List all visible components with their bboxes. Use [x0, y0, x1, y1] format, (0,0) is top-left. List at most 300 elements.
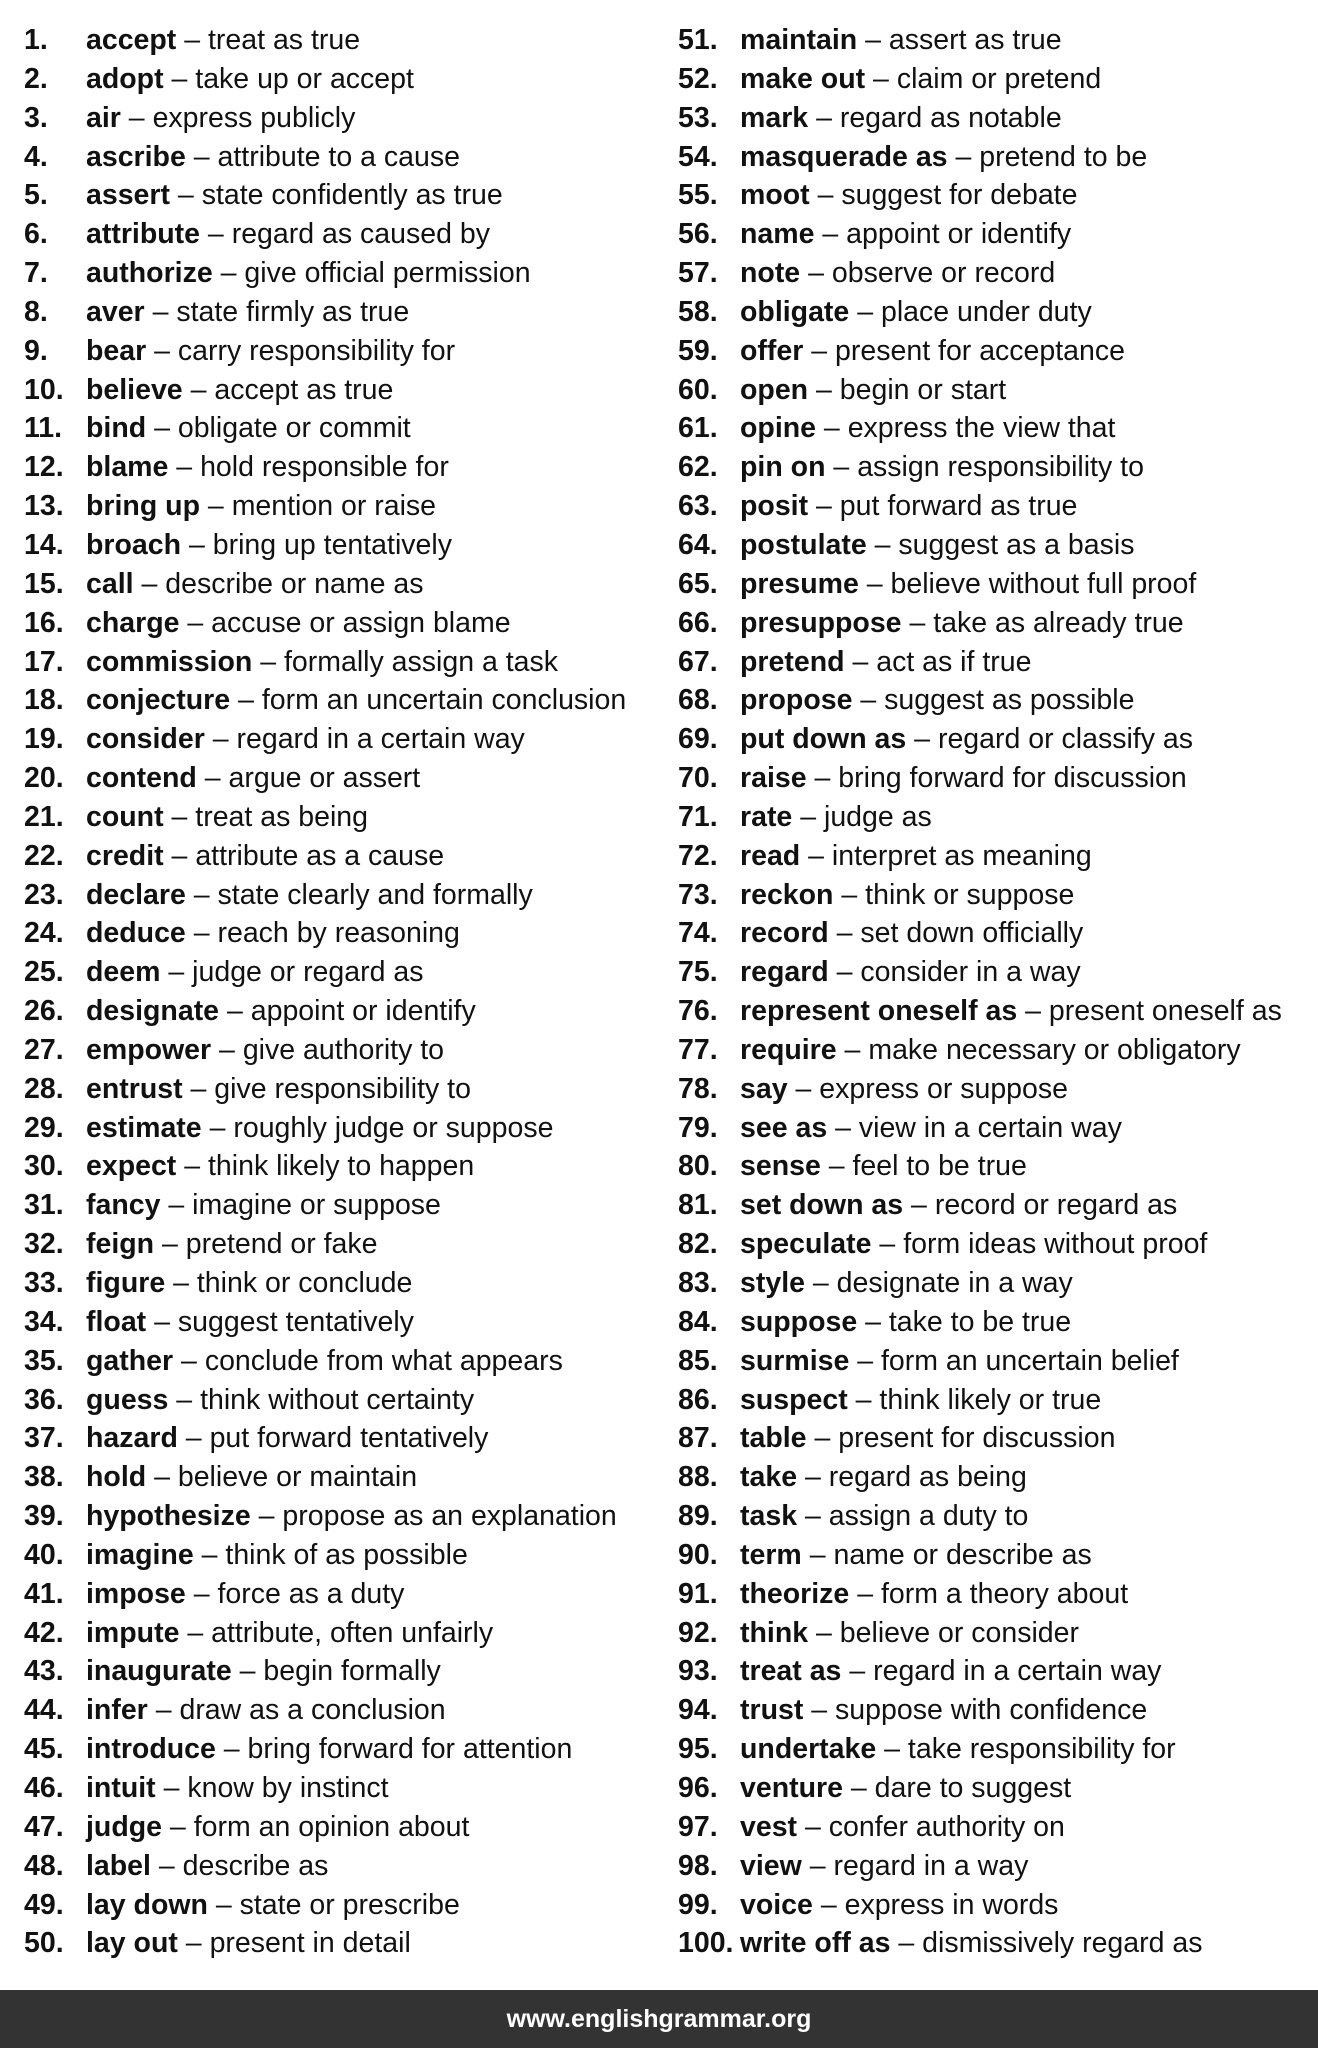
- list-item: [24, 798, 664, 837]
- item-separator: –: [207, 490, 224, 523]
- item-number: 18.: [24, 684, 64, 717]
- item-separator: –: [800, 800, 817, 833]
- item-word: think: [740, 1616, 809, 1649]
- item-word: term: [740, 1538, 802, 1571]
- item-number: 75.: [678, 956, 718, 989]
- list-item: [24, 21, 664, 60]
- list-item: [678, 1847, 1318, 1886]
- item-text: [740, 1808, 1065, 1847]
- item-definition: formally assign a task: [284, 645, 559, 678]
- list-item: [24, 526, 664, 565]
- item-number: 63.: [678, 490, 718, 523]
- item-word: bring up: [86, 490, 200, 523]
- item-separator: –: [874, 528, 891, 561]
- item-definition: confer authority on: [828, 1810, 1065, 1843]
- item-definition: describe or name as: [165, 567, 424, 600]
- item-text: [86, 99, 355, 138]
- item-word: presuppose: [740, 606, 902, 639]
- item-definition: make necessary or obligatory: [868, 1033, 1241, 1066]
- item-definition: bring up tentatively: [212, 528, 452, 561]
- item-word: gather: [86, 1344, 174, 1377]
- item-separator: –: [171, 800, 188, 833]
- list-item: [678, 1381, 1318, 1420]
- item-separator: –: [212, 723, 229, 756]
- item-separator: –: [911, 1189, 927, 1222]
- item-definition: accuse or assign blame: [211, 606, 511, 639]
- item-separator: –: [141, 567, 158, 600]
- item-word: aver: [86, 295, 145, 328]
- item-definition: express the view that: [847, 412, 1116, 445]
- item-text: [740, 1536, 1092, 1575]
- list-item: [24, 759, 664, 798]
- item-text: [86, 1536, 468, 1575]
- item-separator: –: [169, 1810, 186, 1843]
- item-definition: form an uncertain belief: [881, 1344, 1179, 1377]
- list-item: [24, 448, 664, 487]
- item-text: [86, 1575, 404, 1614]
- list-item: [678, 1769, 1318, 1808]
- item-separator: –: [804, 1461, 821, 1494]
- list-item: [678, 1225, 1318, 1264]
- list-item: [24, 1342, 664, 1381]
- item-text: [740, 604, 1184, 643]
- item-text: [86, 681, 626, 720]
- item-definition: pretend or fake: [185, 1228, 378, 1261]
- item-word: suspect: [740, 1383, 848, 1416]
- item-definition: set down officially: [860, 917, 1084, 950]
- item-separator: –: [171, 839, 188, 872]
- item-number: 86.: [678, 1383, 718, 1416]
- item-text: [740, 759, 1187, 798]
- item-definition: describe as: [182, 1849, 329, 1882]
- item-separator: –: [190, 373, 207, 406]
- item-word: lay out: [86, 1927, 178, 1960]
- item-definition: give responsibility to: [214, 1072, 471, 1105]
- list-item: [24, 332, 664, 371]
- item-definition: regard as notable: [839, 101, 1062, 134]
- item-separator: –: [865, 1305, 881, 1338]
- list-item: [678, 643, 1318, 682]
- item-word: broach: [86, 528, 182, 561]
- item-word: take: [740, 1461, 798, 1494]
- item-separator: –: [811, 334, 828, 367]
- item-separator: –: [833, 451, 850, 484]
- item-text: [86, 798, 368, 837]
- item-separator: –: [162, 1228, 178, 1261]
- item-definition: suggest as a basis: [898, 528, 1135, 561]
- item-word: bear: [86, 334, 147, 367]
- item-word: commission: [86, 645, 253, 678]
- item-number: 11.: [24, 412, 63, 445]
- item-word: suppose: [740, 1305, 858, 1338]
- item-text: [86, 1924, 411, 1963]
- item-definition: accept as true: [214, 373, 394, 406]
- item-number: 29.: [24, 1111, 64, 1144]
- item-text: [86, 837, 444, 876]
- list-item: [24, 1769, 664, 1808]
- item-text: [86, 1264, 412, 1303]
- item-word: trust: [740, 1694, 804, 1727]
- list-item: [678, 21, 1318, 60]
- item-text: [86, 1031, 444, 1070]
- item-text: [86, 1225, 378, 1264]
- item-number: 10.: [24, 373, 64, 406]
- item-text: [740, 1342, 1179, 1381]
- list-item: [678, 1031, 1318, 1070]
- item-definition: believe or maintain: [177, 1461, 418, 1494]
- item-word: write off as: [740, 1927, 891, 1960]
- item-separator: –: [841, 878, 858, 911]
- list-item: [24, 1381, 664, 1420]
- item-number: 53.: [678, 101, 718, 134]
- item-text: [740, 953, 1081, 992]
- item-word: air: [86, 101, 121, 134]
- item-number: 7.: [24, 257, 48, 290]
- item-text: [740, 1186, 1177, 1225]
- item-separator: –: [173, 1267, 189, 1299]
- item-definition: suppose with confidence: [835, 1694, 1148, 1727]
- item-text: [86, 293, 409, 332]
- item-number: 45.: [24, 1733, 64, 1766]
- item-number: 17.: [24, 645, 64, 678]
- item-separator: –: [176, 451, 193, 484]
- item-word: empower: [86, 1033, 212, 1066]
- item-word: mark: [740, 101, 809, 134]
- item-separator: –: [879, 1228, 896, 1261]
- item-text: [86, 1847, 328, 1886]
- item-text: [740, 681, 1134, 720]
- item-separator: –: [181, 1344, 197, 1377]
- item-word: surmise: [740, 1344, 850, 1377]
- item-text: [86, 1614, 493, 1653]
- item-word: feign: [86, 1228, 155, 1261]
- item-word: declare: [86, 878, 186, 911]
- item-text: [86, 914, 460, 953]
- item-text: [86, 1808, 469, 1847]
- item-number: 27.: [24, 1033, 64, 1066]
- item-number: 58.: [678, 295, 718, 328]
- item-definition: form an opinion about: [193, 1810, 470, 1843]
- item-number: 74.: [678, 917, 718, 950]
- item-number: 65.: [678, 567, 718, 600]
- list-item: [24, 1924, 664, 1963]
- item-separator: –: [185, 1422, 202, 1455]
- item-text: [740, 1730, 1176, 1769]
- item-number: 72.: [678, 839, 718, 872]
- item-separator: –: [258, 1500, 275, 1533]
- item-number: 55.: [678, 179, 718, 212]
- item-word: hypothesize: [86, 1500, 251, 1533]
- item-word: name: [740, 218, 815, 251]
- list-item: [678, 1303, 1318, 1342]
- item-separator: –: [816, 1616, 832, 1649]
- list-item: [24, 1109, 664, 1148]
- item-separator: –: [226, 995, 243, 1028]
- list-item: [678, 565, 1318, 604]
- item-number: 38.: [24, 1461, 64, 1494]
- item-text: [86, 1497, 617, 1536]
- item-separator: –: [154, 412, 170, 445]
- item-word: represent oneself as: [740, 995, 1018, 1028]
- footer-url: www.englishgrammar.org: [506, 2005, 812, 2033]
- item-number: 70.: [678, 762, 718, 795]
- item-separator: –: [823, 412, 840, 445]
- item-separator: –: [238, 684, 254, 717]
- item-word: undertake: [740, 1733, 877, 1766]
- item-word: introduce: [86, 1733, 216, 1766]
- item-separator: –: [884, 1733, 900, 1766]
- item-word: make out: [740, 62, 866, 95]
- list-item: [24, 254, 664, 293]
- item-word: say: [740, 1072, 788, 1105]
- item-word: label: [86, 1849, 151, 1882]
- item-definition: think of as possible: [225, 1538, 468, 1571]
- item-definition: present for discussion: [838, 1422, 1116, 1455]
- item-text: [740, 332, 1125, 371]
- item-definition: think likely to happen: [208, 1150, 475, 1183]
- list-item: [678, 99, 1318, 138]
- item-number: 62.: [678, 451, 718, 484]
- item-text: [86, 1070, 471, 1109]
- item-separator: –: [909, 606, 926, 639]
- item-text: [740, 1691, 1147, 1730]
- item-word: impute: [86, 1616, 180, 1649]
- list-item: [24, 215, 664, 254]
- list-item: [24, 1730, 664, 1769]
- list-item: [24, 1691, 664, 1730]
- item-word: pretend: [740, 645, 845, 678]
- item-number: 59.: [678, 334, 718, 367]
- item-word: assert: [86, 179, 170, 212]
- item-separator: –: [193, 1577, 210, 1610]
- item-number: 84.: [678, 1305, 718, 1338]
- list-item: [678, 914, 1318, 953]
- item-word: accept: [86, 24, 177, 56]
- item-text: [740, 1886, 1058, 1925]
- item-separator: –: [177, 179, 194, 212]
- item-separator: –: [804, 1500, 821, 1533]
- item-separator: –: [215, 1888, 232, 1921]
- item-text: [86, 565, 423, 604]
- item-separator: –: [260, 645, 277, 678]
- item-number: 21.: [24, 800, 64, 833]
- item-word: guess: [86, 1383, 169, 1416]
- item-text: [86, 1109, 553, 1148]
- item-number: 76.: [678, 995, 718, 1028]
- item-text: [740, 176, 1077, 215]
- list-item: [678, 1419, 1318, 1458]
- item-text: [86, 215, 490, 254]
- item-definition: claim or pretend: [896, 62, 1102, 95]
- item-definition: attribute as a cause: [195, 839, 445, 872]
- item-definition: take to be true: [888, 1305, 1072, 1338]
- list-item: [678, 1497, 1318, 1536]
- item-text: [86, 526, 452, 565]
- list-item: [24, 953, 664, 992]
- item-separator: –: [223, 1733, 240, 1766]
- item-word: masquerade as: [740, 140, 948, 173]
- item-text: [86, 992, 476, 1031]
- item-word: treat as: [740, 1655, 842, 1688]
- right-column: [678, 21, 1318, 1963]
- item-separator: –: [154, 1305, 170, 1338]
- item-text: [86, 448, 449, 487]
- list-item: [24, 138, 664, 177]
- item-definition: believe without full proof: [890, 567, 1197, 600]
- item-word: venture: [740, 1771, 843, 1804]
- item-separator: –: [814, 762, 831, 795]
- item-text: [86, 1147, 474, 1186]
- item-text: [86, 759, 420, 798]
- item-definition: regard or classify as: [937, 723, 1193, 756]
- item-separator: –: [184, 24, 201, 56]
- item-text: [740, 138, 1147, 177]
- item-text: [86, 604, 511, 643]
- item-number: 68.: [678, 684, 718, 717]
- item-text: [86, 332, 455, 371]
- item-separator: –: [155, 1694, 172, 1727]
- item-number: 97.: [678, 1810, 718, 1843]
- item-word: maintain: [740, 24, 858, 56]
- item-number: 16.: [24, 606, 64, 639]
- item-word: infer: [86, 1694, 148, 1727]
- item-number: 56.: [678, 218, 718, 251]
- item-definition: suggest as possible: [884, 684, 1135, 717]
- list-item: [678, 332, 1318, 371]
- item-word: posit: [740, 490, 809, 523]
- item-definition: regard as being: [828, 1461, 1027, 1494]
- list-item: [678, 798, 1318, 837]
- item-separator: –: [204, 762, 221, 795]
- list-item: [24, 837, 664, 876]
- list-item: [678, 1575, 1318, 1614]
- item-number: 37.: [24, 1422, 64, 1455]
- item-definition: hold responsible for: [200, 451, 449, 484]
- item-word: adopt: [86, 62, 164, 95]
- item-text: [86, 371, 393, 410]
- item-word: raise: [740, 762, 807, 795]
- item-word: open: [740, 373, 809, 406]
- item-text: [86, 1458, 417, 1497]
- item-word: blame: [86, 451, 169, 484]
- item-separator: –: [835, 1111, 851, 1144]
- item-number: 87.: [678, 1422, 718, 1455]
- item-definition: place under duty: [880, 295, 1092, 328]
- item-text: [86, 953, 423, 992]
- list-item: [24, 1186, 664, 1225]
- list-item: [678, 1652, 1318, 1691]
- list-item: [24, 604, 664, 643]
- item-separator: –: [193, 878, 210, 911]
- item-number: 80.: [678, 1150, 718, 1183]
- item-separator: –: [171, 62, 188, 95]
- item-separator: –: [193, 140, 210, 173]
- item-text: [740, 1419, 1115, 1458]
- list-item: [24, 914, 664, 953]
- item-separator: –: [898, 1927, 915, 1960]
- item-definition: think without certainty: [200, 1383, 475, 1416]
- item-definition: draw as a conclusion: [179, 1694, 446, 1727]
- item-word: hazard: [86, 1422, 178, 1455]
- list-item: [24, 487, 664, 526]
- item-text: [740, 1575, 1128, 1614]
- item-text: [740, 1264, 1073, 1303]
- list-item: [678, 837, 1318, 876]
- list-item: [678, 1147, 1318, 1186]
- item-definition: state confidently as true: [201, 179, 503, 212]
- item-text: [86, 254, 531, 293]
- item-word: expect: [86, 1150, 177, 1183]
- item-definition: express or suppose: [819, 1072, 1068, 1105]
- item-number: 3.: [24, 101, 48, 134]
- item-definition: observe or record: [831, 257, 1056, 290]
- list-item: [24, 1652, 664, 1691]
- item-definition: dismissively regard as: [922, 1927, 1203, 1960]
- item-word: count: [86, 800, 164, 833]
- item-text: [740, 1109, 1122, 1148]
- item-definition: bring forward for attention: [247, 1733, 573, 1766]
- item-number: 73.: [678, 878, 718, 911]
- list-item: [24, 1147, 664, 1186]
- item-separator: –: [168, 956, 185, 989]
- item-separator: –: [154, 334, 170, 367]
- item-definition: put forward as true: [839, 490, 1078, 523]
- item-definition: consider in a way: [860, 956, 1081, 989]
- item-definition: take as already true: [933, 606, 1184, 639]
- item-definition: record or regard as: [934, 1189, 1178, 1222]
- item-separator: –: [219, 1033, 235, 1066]
- item-separator: –: [158, 1849, 175, 1882]
- list-item: [678, 1264, 1318, 1303]
- list-item: [24, 1536, 664, 1575]
- item-word: set down as: [740, 1189, 904, 1222]
- item-word: hold: [86, 1461, 147, 1494]
- item-word: bind: [86, 412, 147, 445]
- item-text: [86, 1381, 474, 1420]
- item-definition: express in words: [844, 1888, 1059, 1921]
- item-separator: –: [1025, 995, 1041, 1028]
- item-number: 54.: [678, 140, 718, 173]
- item-word: reckon: [740, 878, 834, 911]
- item-number: 85.: [678, 1344, 718, 1377]
- item-word: view: [740, 1849, 802, 1882]
- item-number: 50.: [24, 1927, 64, 1960]
- list-item: [678, 293, 1318, 332]
- item-word: read: [740, 839, 801, 872]
- item-separator: –: [812, 1267, 829, 1299]
- left-column: [24, 21, 664, 1963]
- item-word: voice: [740, 1888, 813, 1921]
- item-text: [740, 876, 1074, 915]
- list-item: [678, 1070, 1318, 1109]
- list-item: [678, 681, 1318, 720]
- list-item: [678, 992, 1318, 1031]
- item-number: 5.: [24, 179, 48, 212]
- item-definition: propose as an explanation: [282, 1500, 617, 1533]
- item-separator: –: [817, 179, 834, 212]
- item-number: 96.: [678, 1771, 718, 1804]
- item-number: 23.: [24, 878, 64, 911]
- item-definition: attribute to a cause: [217, 140, 460, 173]
- item-number: 33.: [24, 1267, 64, 1299]
- footer-bar: [0, 1990, 1318, 2048]
- item-word: deduce: [86, 917, 186, 950]
- list-item: [678, 176, 1318, 215]
- item-definition: appoint or identify: [846, 218, 1072, 251]
- item-text: [86, 176, 503, 215]
- list-item: [678, 487, 1318, 526]
- list-item: [24, 1847, 664, 1886]
